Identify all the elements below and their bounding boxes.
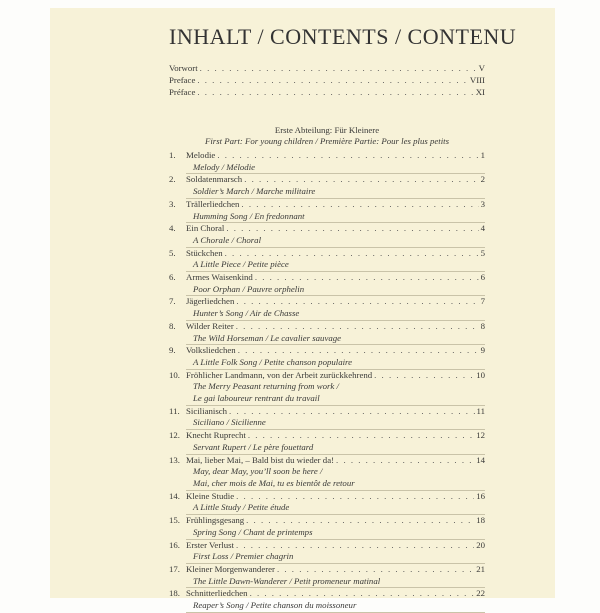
page-number: 11: [476, 405, 485, 416]
piece-body: [186, 540, 485, 564]
leader-dots: [200, 62, 477, 74]
leader-dots: [246, 515, 474, 527]
leader-dots: [236, 296, 478, 308]
piece-title-row: [186, 491, 485, 503]
piece-body: [186, 248, 485, 272]
piece-title: Jägerliedchen: [186, 296, 235, 307]
piece-title: Schnitterliedchen: [186, 588, 248, 599]
piece-translation: The Little Dawn-Wanderer / Petit promeneur matinal: [193, 575, 381, 586]
piece-body: [186, 321, 485, 345]
section-heading: [169, 125, 485, 147]
piece-title: Sicilianisch: [186, 405, 228, 416]
piece-body: [186, 174, 485, 198]
preface-entry[interactable]: [169, 62, 485, 74]
piece-number: 18.: [169, 588, 180, 599]
piece-entry[interactable]: [169, 370, 485, 406]
piece-translation: A Little Study / Petite étude: [193, 502, 290, 513]
piece-title: Stückchen: [186, 247, 223, 258]
piece-title-row: [186, 515, 485, 527]
piece-entry[interactable]: [169, 345, 485, 369]
piece-title-row: [186, 588, 485, 600]
piece-entry[interactable]: [169, 430, 485, 454]
piece-translation: Poor Orphan / Pauvre orphelin: [193, 283, 305, 294]
piece-number: 1.: [169, 150, 176, 160]
piece-translation: Siciliano / Sicilienne: [193, 417, 266, 428]
piece-title: Soldatenmarsch: [186, 174, 243, 185]
piece-entry[interactable]: [169, 588, 485, 612]
leader-dots: [244, 174, 478, 186]
page-number: 22: [476, 588, 485, 599]
leader-dots: [236, 491, 474, 503]
piece-number: 17.: [169, 563, 180, 574]
piece-entry[interactable]: [169, 515, 485, 539]
page-number: 1: [480, 150, 485, 160]
piece-body: [186, 406, 485, 430]
book-page: [50, 8, 555, 611]
piece-entry[interactable]: [169, 199, 485, 223]
piece-title: Wilder Reiter: [186, 320, 234, 331]
piece-title-row: [186, 248, 485, 260]
piece-number: 11.: [169, 405, 180, 416]
page-number: 21: [476, 563, 485, 574]
leader-dots: [241, 199, 478, 211]
piece-number: 5.: [169, 247, 176, 258]
piece-number: 8.: [169, 320, 176, 331]
piece-body: [186, 345, 485, 369]
piece-translation: Humming Song / En fredonnant: [193, 210, 305, 221]
piece-title-row: [186, 272, 485, 284]
piece-translation: Reaper’s Song / Petite chanson du moissoneur: [193, 600, 357, 611]
leader-dots: [217, 150, 478, 162]
piece-body: [186, 272, 485, 296]
piece-title: Kleiner Morgenwanderer: [186, 563, 275, 574]
piece-translation: A Little Folk Song / Petite chanson populaire: [193, 356, 353, 367]
preface-list: [169, 62, 485, 98]
piece-number: 3.: [169, 198, 176, 209]
leader-dots: [197, 86, 473, 98]
piece-title: Frühlingsgesang: [186, 515, 245, 526]
piece-entry[interactable]: [169, 174, 485, 198]
leader-dots: [236, 321, 479, 333]
piece-title-row: [186, 296, 485, 308]
piece-number: 9.: [169, 345, 176, 356]
piece-number: 2.: [169, 174, 176, 185]
piece-number: 13.: [169, 454, 180, 465]
piece-body: [186, 370, 485, 406]
piece-translation: Le gai laboureur rentrant du travail: [193, 393, 320, 404]
page-number: V: [478, 63, 485, 73]
page-number: 10: [476, 369, 485, 380]
piece-title-row: [186, 455, 485, 467]
page-title: INHALT / CONTENTS / CONTENU: [169, 24, 517, 49]
piece-entry[interactable]: [169, 150, 485, 174]
leader-dots: [255, 272, 479, 284]
piece-body: [186, 199, 485, 223]
contents-block: [169, 24, 517, 613]
piece-body: [186, 296, 485, 320]
page-number: 12: [476, 430, 485, 441]
page-number: 5: [480, 247, 485, 258]
piece-title-row: [186, 540, 485, 552]
piece-title-row: [186, 199, 485, 211]
piece-body: [186, 491, 485, 515]
piece-title: Armes Waisenkind: [186, 272, 253, 283]
piece-title: Fröhlicher Landmann, von der Arbeit zurückkehrend: [186, 369, 373, 380]
piece-translation: Melody / Mélodie: [193, 161, 256, 172]
piece-entry[interactable]: [169, 540, 485, 564]
piece-title-row: [186, 223, 485, 235]
piece-title: Mai, lieber Mai, – Bald bist du wieder da!: [186, 454, 335, 465]
piece-title-row: [186, 430, 485, 442]
preface-label: Vorwort: [169, 63, 198, 73]
piece-entry[interactable]: [169, 491, 485, 515]
leader-dots: [236, 540, 474, 552]
leader-dots: [277, 564, 474, 576]
pieces-list: [169, 150, 485, 613]
piece-body: [186, 455, 485, 491]
piece-translation: May, dear May, you’ll soon be here /: [193, 466, 323, 477]
piece-number: 10.: [169, 369, 180, 380]
piece-translation: First Loss / Premier chagrin: [193, 551, 294, 562]
piece-translation: Mai, cher mois de Mai, tu es bientôt de retour: [193, 477, 355, 488]
piece-entry[interactable]: [169, 272, 485, 296]
piece-body: [186, 150, 485, 174]
page-number: 6: [480, 272, 485, 283]
page-number: 3: [480, 198, 485, 209]
piece-title-row: [186, 321, 485, 333]
section-heading-german: Erste Abteilung: Für Kleinere: [274, 125, 380, 135]
page-number: 7: [480, 296, 485, 307]
section-heading-translation: First Part: For young children / Première Partie: Pour les plus petits: [204, 136, 450, 146]
piece-entry[interactable]: [169, 455, 485, 491]
preface-label: Preface: [169, 75, 196, 85]
page-number: 16: [476, 490, 485, 501]
piece-title: Volksliedchen: [186, 345, 236, 356]
piece-entry[interactable]: [169, 406, 485, 430]
leader-dots: [225, 248, 479, 260]
page-number: 2: [480, 174, 485, 185]
leader-dots: [336, 455, 474, 467]
piece-title: Knecht Ruprecht: [186, 430, 246, 441]
preface-label: Préface: [169, 87, 196, 97]
piece-translation: A Chorale / Choral: [193, 234, 262, 245]
piece-body: [186, 564, 485, 588]
leader-dots: [374, 370, 474, 382]
piece-body: [186, 430, 485, 454]
piece-title-row: [186, 345, 485, 357]
piece-translation: The Merry Peasant returning from work /: [193, 381, 339, 392]
page-number: 9: [480, 345, 485, 356]
piece-translation: A Little Piece / Petite pièce: [193, 259, 289, 270]
piece-number: 7.: [169, 296, 176, 307]
piece-title: Ein Choral: [186, 223, 225, 234]
piece-translation: The Wild Horseman / Le cavalier sauvage: [193, 332, 342, 343]
piece-entry[interactable]: [169, 321, 485, 345]
piece-translation: Soldier’s March / Marche militaire: [193, 186, 316, 197]
page-number: 18: [476, 515, 485, 526]
piece-body: [186, 515, 485, 539]
piece-body: [186, 223, 485, 247]
piece-entry[interactable]: [169, 564, 485, 588]
piece-title-row: [186, 174, 485, 186]
preface-entry[interactable]: [169, 86, 485, 98]
piece-number: 16.: [169, 539, 180, 550]
piece-entry[interactable]: [169, 248, 485, 272]
preface-entry[interactable]: [169, 74, 485, 86]
piece-title-row: [186, 150, 485, 162]
piece-entry[interactable]: [169, 223, 485, 247]
piece-title-row: [186, 370, 485, 382]
piece-number: 14.: [169, 490, 180, 501]
piece-number: 15.: [169, 515, 180, 526]
leader-dots: [238, 345, 479, 357]
piece-translation: Servant Rupert / Le père fouettard: [193, 441, 314, 452]
piece-translation: Hunter’s Song / Air de Chasse: [193, 308, 300, 319]
piece-entry[interactable]: [169, 296, 485, 320]
piece-title-row: [186, 406, 485, 418]
piece-number: 12.: [169, 430, 180, 441]
page-number: XI: [475, 87, 485, 97]
page-number: 14: [476, 454, 485, 465]
piece-title: Melodie: [186, 150, 216, 160]
leader-dots: [229, 406, 474, 418]
piece-body: [186, 588, 485, 612]
piece-translation: Spring Song / Chant de printemps: [193, 526, 313, 537]
page-number: VIII: [469, 75, 485, 85]
leader-dots: [226, 223, 478, 235]
page-number: 20: [476, 539, 485, 550]
leader-dots: [250, 588, 475, 600]
page-number: 4: [480, 223, 485, 234]
piece-title-row: [186, 564, 485, 576]
piece-title: Erster Verlust: [186, 539, 234, 550]
leader-dots: [197, 74, 467, 86]
leader-dots: [248, 430, 474, 442]
piece-number: 4.: [169, 223, 176, 234]
piece-number: 6.: [169, 272, 176, 283]
page-number: 8: [480, 320, 485, 331]
piece-title: Kleine Studie: [186, 490, 235, 501]
piece-title: Trällerliedchen: [186, 198, 240, 209]
